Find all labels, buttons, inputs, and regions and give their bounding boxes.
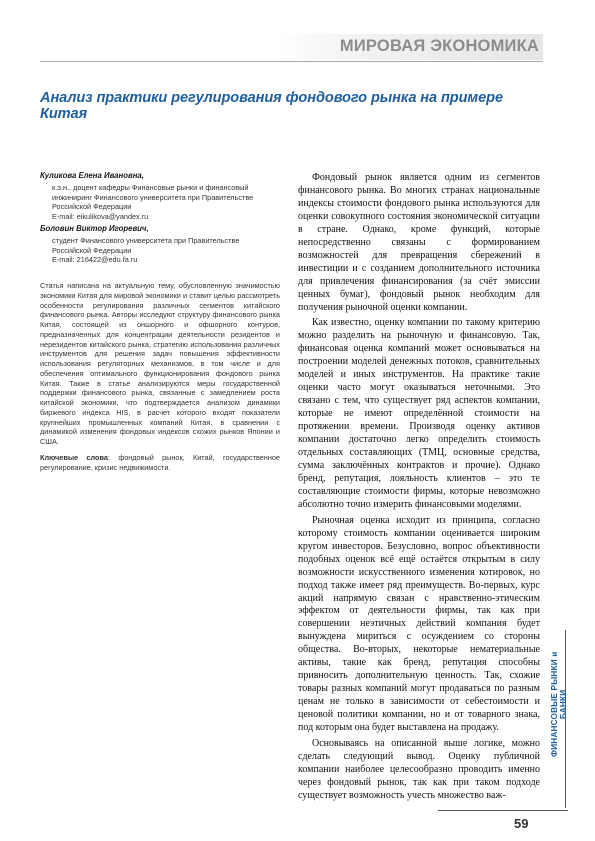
body-paragraph: Фондовый рынок является одним из сегментов финансового рынка. Во многих странах национальные индексы стоимости фондового рынка используются для оценки совокупного состояния экономической ситуации в стране. Однако, кроме функций, которые непосредственно связаны с формированием возможностей для превращения сбережений в инвестиции и с созданием дополнительного источника для привлечения финансирования (за счёт эмиссии ценных бумаг), фондовый рынок необходим для получения рыночной оценки компании.	[298, 172, 540, 313]
author-2	[40, 224, 280, 265]
keywords-label: Ключевые слова	[40, 453, 108, 462]
author-affiliation	[40, 183, 280, 221]
keywords	[40, 453, 280, 473]
section-title: МИРОВАЯ ЭКОНОМИКА	[339, 37, 539, 55]
author-name: Боловин Виктор Игоревич,	[40, 224, 149, 233]
body-paragraph: Рыночная оценка исходит из принципа, согласно которому стоимость компании оценивается широким кругом инвесторов. Безусловно, вопрос объективности подобных оценок всё ещё остаётся открытым в силу возможности искусственного изменения котировок, но подход также имеет ряд преимуществ. Во-первых, курс акций напрямую связан с нравственно-этическим эффектом от деятельности фирмы, так как при совершении неэтичных действий компания будет вынуждена мириться с осуждением со стороны общества. Во-вторых, некоторые нематериальные активы, такие как бренд, репутация способны привносить дополнительную ценность. Так, схожие товары разных компаний могут продаваться по разным ценам не только в зависимости от себестоимости и ценовой политики компании, но и от товарного знака, под которым она будет выставлена на продажу.	[298, 514, 540, 734]
body-paragraph: Основываясь на описанной выше логике, можно сделать следующий вывод. Оценку публичной компании наиболее целесообразно проводить именно через фондовый рынок, так как при таком подходе существует возможность учесть множество важ-	[298, 737, 540, 801]
author-email: E-mail: 216422@edu.fa.ru	[52, 255, 138, 265]
journal-name: ФИНАНСОВЫЕ РЫНКИ и БАНКИ	[550, 651, 568, 757]
section-header	[277, 34, 543, 60]
header-divider	[40, 61, 543, 62]
author-affiliation	[40, 236, 280, 265]
affiliation-line: Российской Федерации	[52, 245, 132, 255]
author-email: E-mail: eikulikova@yandex.ru	[52, 211, 149, 221]
page-number: 59	[514, 816, 529, 831]
article-title: Анализ практики регулирования фондового рынка на примере Китая	[40, 90, 503, 122]
footer-divider	[438, 810, 568, 811]
author-1	[40, 171, 280, 221]
affiliation-line: Российской Федерации	[52, 202, 132, 212]
author-name: Куликова Елена Ивановна,	[40, 171, 144, 180]
journal-side-label	[546, 640, 568, 760]
affiliation-line: инжиниринг Финансового университета при Правительстве	[52, 192, 254, 202]
abstract: Статья написана на актуальную тему, обусловленную значимостью экономики Китая для мировой экономики и ставит целью рассмотреть особенности регулирования различных сегментов китайского финансового рынка. Авторы исследуют структуру финансового рынка Китая, состоящей из оншорного и офшорного контуров, предназначенных для концентрации деятельности резидентов и нерезидентов китайского рынка, стратегию использования различных инструментов для решения задач повышения эффективности использования регуляторных механизмов, в том числе и для обеспечения оптимального функционирования фондового рынка Китая. Также в статье анализируются меры государственной поддержки финансового рынка, связанные с замедлением роста китайской экономики, что подтверждается анализом динамики биржевого индекса HIS, в расчет которого входят показатели крупнейших промышленных компаний Китая, в сравнении с динамикой изменения фондовых индексов схожих рынков Японии и США.	[40, 281, 280, 446]
affiliation-line: студент Финансового университета при Правительстве	[52, 236, 240, 245]
body-paragraph: Как известно, оценку компании по такому критерию можно разделить на рыночную и финансовую. Так, финансовая оценка компаний может основываться на построении моделей денежных потоков, сравнительных моделей и иных инструментов. На практике такие оценки часто могут оказываться неточными. Это связано с тем, что существует ряд аспектов компании, которые не имеют определённой стоимости на протяжении времени. Производя оценку активов компании достаточно легко определить стоимость отдельных составляющих (ТМЦ, основные средства, сумма заключённых контрактов и прочие). Однако бренд, репутация, лояльность клиентов – это те составляющие стоимости фирмы, которые невозможно абсолютно точно измерить финансовыми моделями.	[298, 317, 540, 510]
affiliation-line: к.э.н., доцент кафедры Финансовые рынки и финансовый	[52, 183, 249, 192]
article-body	[298, 172, 540, 806]
keywords-text: : фондовый рынок, Китай, государственное регулирование, кризис недвижимости.	[40, 453, 280, 472]
